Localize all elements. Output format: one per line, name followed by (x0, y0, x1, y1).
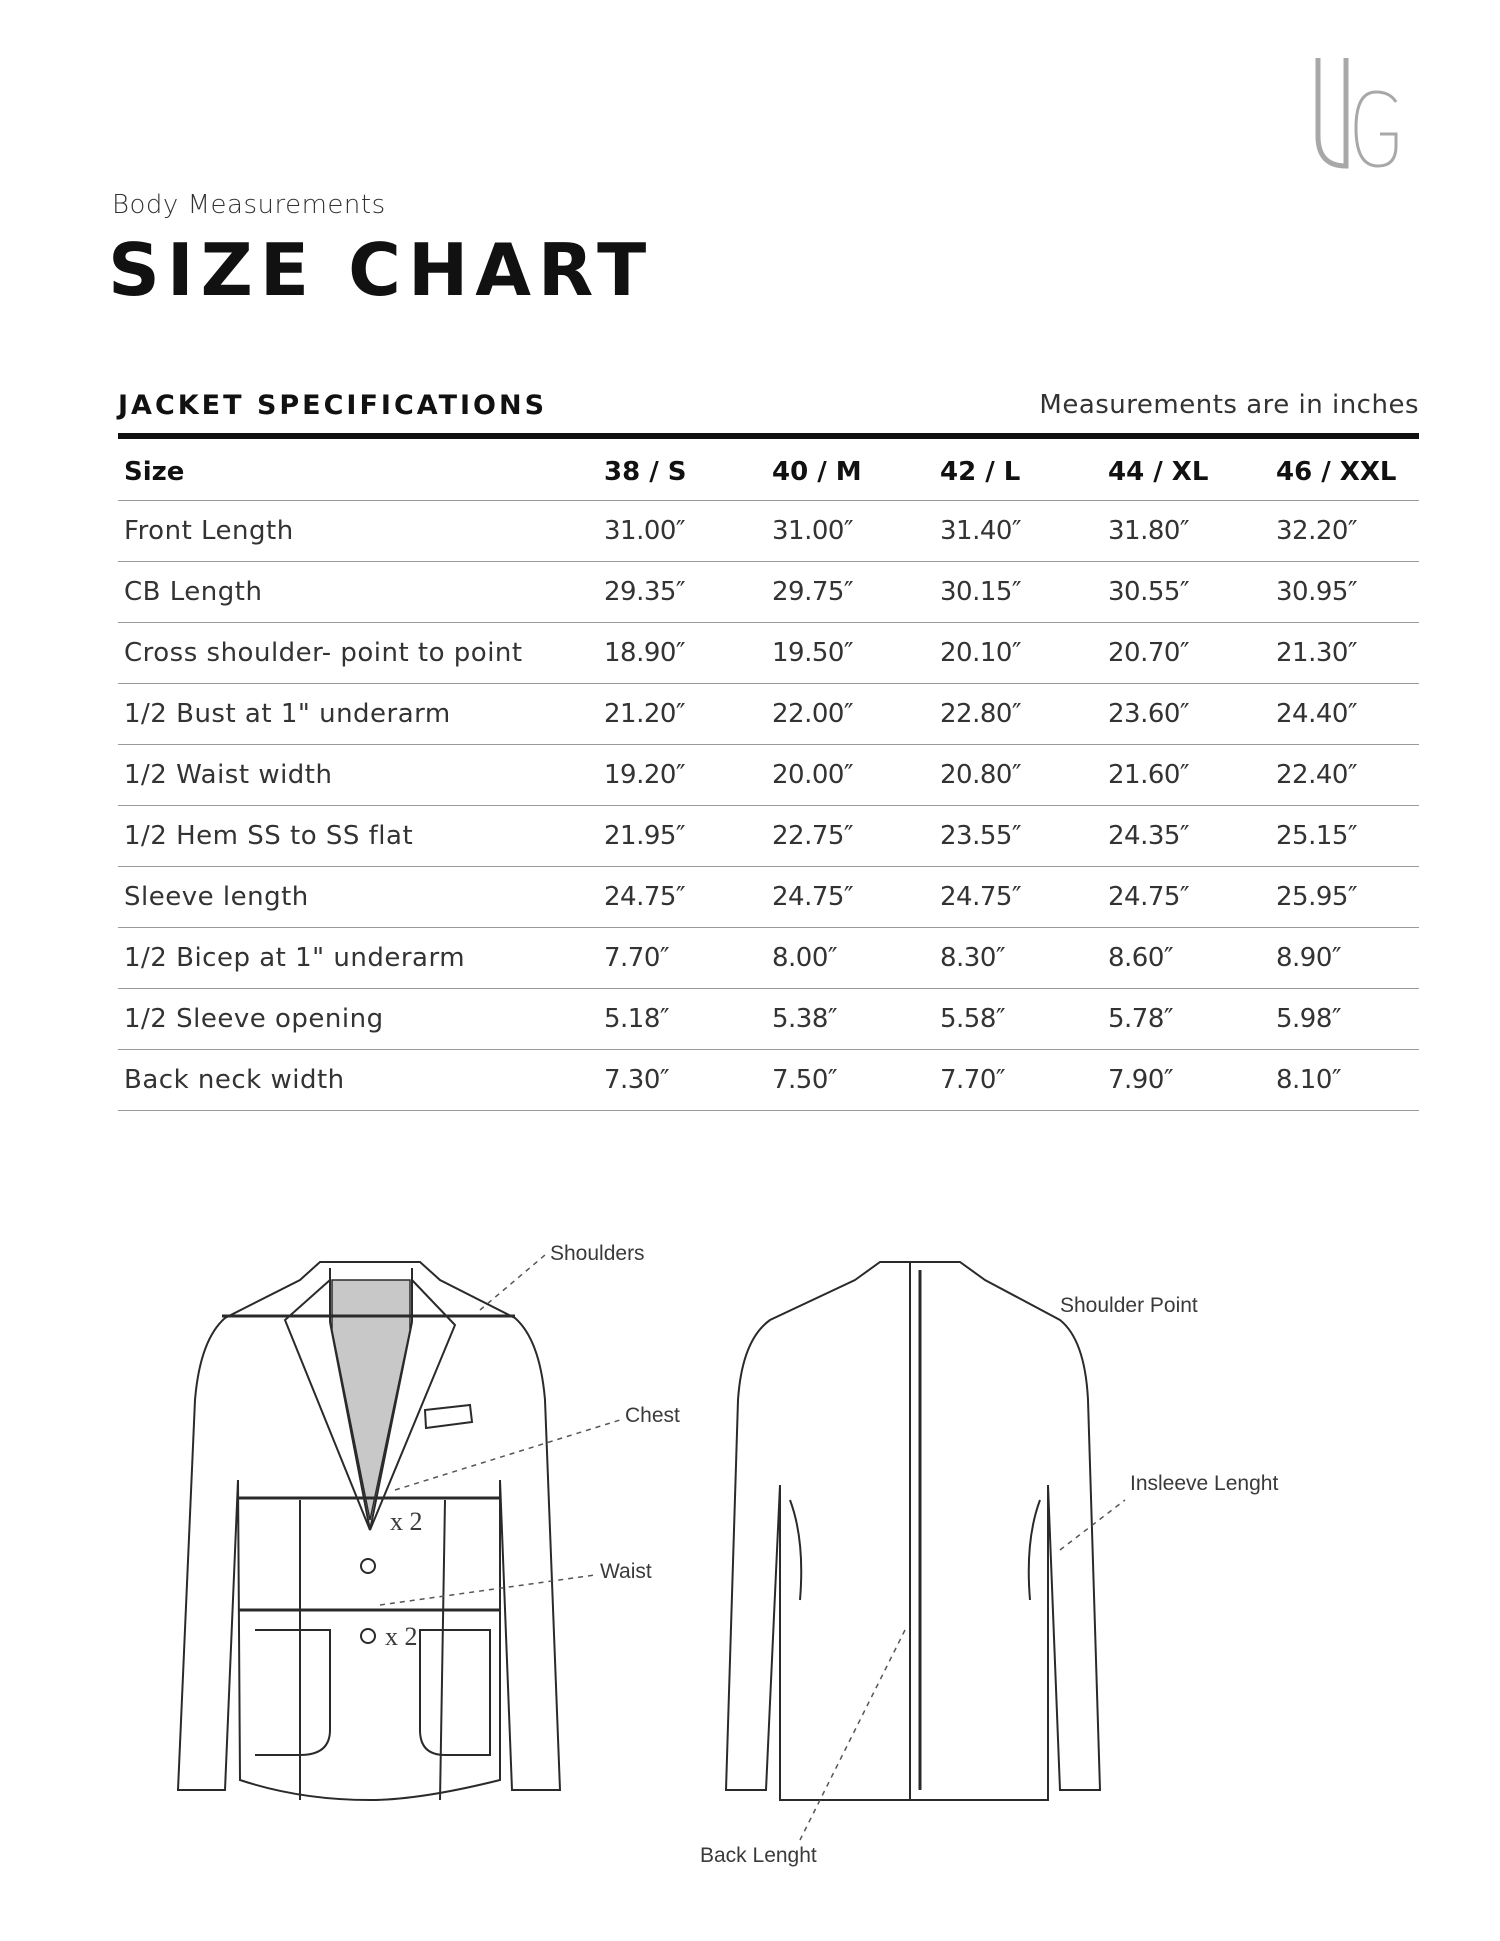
table-cell: 5.78″ (1102, 989, 1270, 1050)
table-cell: 31.80″ (1102, 501, 1270, 562)
brand-logo (1300, 50, 1410, 180)
table-cell: 30.15″ (934, 562, 1102, 623)
label-shoulder-point: Shoulder Point (1060, 1294, 1198, 1317)
table-cell: 23.55″ (934, 806, 1102, 867)
column-header: Size (118, 443, 598, 501)
row-label: 1/2 Bust at 1" underarm (118, 684, 598, 745)
table-cell: 31.00″ (598, 501, 766, 562)
table-cell: 5.58″ (934, 989, 1102, 1050)
table-row (118, 745, 1419, 806)
table-cell: 21.95″ (598, 806, 766, 867)
table-cell: 5.98″ (1270, 989, 1419, 1050)
table-cell: 18.90″ (598, 623, 766, 684)
table-cell: 24.75″ (934, 867, 1102, 928)
table-cell: 20.70″ (1102, 623, 1270, 684)
table-cell: 5.38″ (766, 989, 934, 1050)
waist-multiplier: x 2 (385, 1622, 418, 1651)
table-row (118, 867, 1419, 928)
row-label: 1/2 Sleeve opening (118, 989, 598, 1050)
table-cell: 20.10″ (934, 623, 1102, 684)
column-header: 46 / XXL (1270, 443, 1419, 501)
table-cell: 8.60″ (1102, 928, 1270, 989)
label-waist: Waist (600, 1560, 652, 1583)
table-cell: 31.00″ (766, 501, 934, 562)
page-title: SIZE CHART (108, 228, 654, 312)
table-cell: 25.95″ (1270, 867, 1419, 928)
table-cell: 25.15″ (1270, 806, 1419, 867)
table-cell: 8.30″ (934, 928, 1102, 989)
table-cell: 22.00″ (766, 684, 934, 745)
size-table (118, 443, 1419, 1111)
table-cell: 5.18″ (598, 989, 766, 1050)
jacket-back-icon (726, 1262, 1100, 1800)
spec-heading: JACKET SPECIFICATIONS (118, 390, 548, 421)
table-cell: 19.50″ (766, 623, 934, 684)
row-label: 1/2 Waist width (118, 745, 598, 806)
table-cell: 7.70″ (934, 1050, 1102, 1111)
units-note: Measurements are in inches (1039, 390, 1419, 420)
table-row (118, 806, 1419, 867)
page-subtitle: Body Measurements (112, 190, 386, 220)
table-cell: 21.60″ (1102, 745, 1270, 806)
table-cell: 22.80″ (934, 684, 1102, 745)
table-cell: 30.95″ (1270, 562, 1419, 623)
table-row (118, 684, 1419, 745)
label-back-length: Back Lenght (700, 1844, 817, 1867)
table-cell: 8.90″ (1270, 928, 1419, 989)
jacket-diagram (0, 1200, 1500, 1880)
table-row (118, 1050, 1419, 1111)
table-cell: 8.10″ (1270, 1050, 1419, 1111)
table-cell: 24.75″ (1102, 867, 1270, 928)
table-cell: 32.20″ (1270, 501, 1419, 562)
table-row (118, 501, 1419, 562)
table-cell: 20.80″ (934, 745, 1102, 806)
row-label: Sleeve length (118, 867, 598, 928)
header-rule (118, 433, 1419, 439)
row-label: 1/2 Bicep at 1" underarm (118, 928, 598, 989)
table-cell: 29.75″ (766, 562, 934, 623)
table-cell: 24.75″ (766, 867, 934, 928)
table-cell: 23.60″ (1102, 684, 1270, 745)
row-label: Cross shoulder- point to point (118, 623, 598, 684)
table-cell: 24.75″ (598, 867, 766, 928)
table-cell: 30.55″ (1102, 562, 1270, 623)
row-label: CB Length (118, 562, 598, 623)
table-row (118, 623, 1419, 684)
table-cell: 20.00″ (766, 745, 934, 806)
table-cell: 8.00″ (766, 928, 934, 989)
table-row (118, 989, 1419, 1050)
table-row (118, 928, 1419, 989)
column-header: 40 / M (766, 443, 934, 501)
table-cell: 22.75″ (766, 806, 934, 867)
column-header: 44 / XL (1102, 443, 1270, 501)
label-shoulders: Shoulders (550, 1242, 645, 1265)
column-header: 38 / S (598, 443, 766, 501)
column-header: 42 / L (934, 443, 1102, 501)
row-label: Front Length (118, 501, 598, 562)
table-cell: 19.20″ (598, 745, 766, 806)
table-cell: 22.40″ (1270, 745, 1419, 806)
table-cell: 29.35″ (598, 562, 766, 623)
table-cell: 24.40″ (1270, 684, 1419, 745)
table-cell: 7.70″ (598, 928, 766, 989)
row-label: 1/2 Hem SS to SS flat (118, 806, 598, 867)
row-label: Back neck width (118, 1050, 598, 1111)
label-chest: Chest (625, 1404, 680, 1427)
table-cell: 24.35″ (1102, 806, 1270, 867)
table-cell: 7.50″ (766, 1050, 934, 1111)
table-cell: 21.30″ (1270, 623, 1419, 684)
label-insleeve: Insleeve Lenght (1130, 1472, 1279, 1495)
table-row (118, 562, 1419, 623)
table-header-row (118, 443, 1419, 501)
table-cell: 21.20″ (598, 684, 766, 745)
table-cell: 7.90″ (1102, 1050, 1270, 1111)
chest-multiplier: x 2 (390, 1507, 423, 1536)
table-cell: 31.40″ (934, 501, 1102, 562)
table-cell: 7.30″ (598, 1050, 766, 1111)
